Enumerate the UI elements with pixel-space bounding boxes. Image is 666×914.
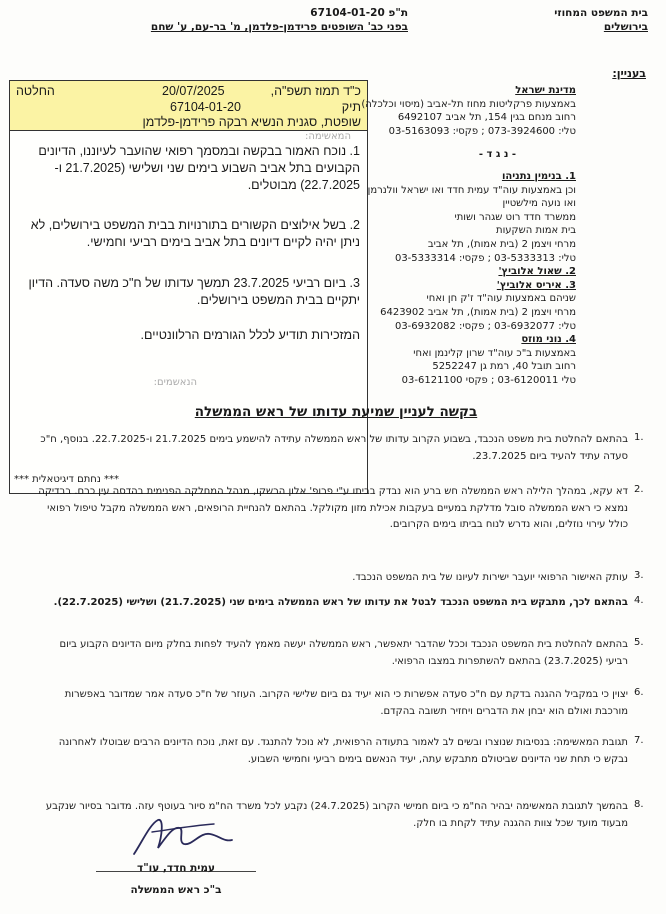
plaintiff-line: רחוב מנחם בגין 154, תל אביב 6492107 [397, 112, 576, 124]
paragraph-text: בהתאם להחלטת בית משפט הנכבד, בשבוע הקרוב עדותו של ראש הממשלה עתידה להישמע בימים 21.7.2025 ו-22.7.2025. בנוסף, ח"כ סעדה עתיד להעיד ביום 23.7.2025. [40, 434, 628, 462]
plaintiff-line: טלי: 073-3924600 ; פקסי: 03-5163093 [388, 125, 576, 137]
plaintiff-line: באמצעות פרקליטות מחוז תל-אביב (מיסוי וכלכלה) [361, 98, 576, 110]
case-number: ת"פ 67104-01-20 [310, 7, 408, 19]
paragraph-number: 5. [634, 637, 644, 648]
decision-judge: שופטת, סגנית הנשיא רבקה פרידמן-פלדמן [142, 115, 361, 129]
defendant-2-name: 2. שאול אלוביץ' [498, 266, 576, 278]
defendant-1-line: ואו נועה מילשטיין [502, 198, 576, 210]
decision-paragraph: 2. בשל אילוצים הקשורים בתורנויות בבית המשפט בירושלים, לא ניתן יהיה לקיים דיונים בתל אביב בימים רביעי וחמישי. [30, 218, 360, 249]
defendant-23-line: מרחי ויצמן 2 (בית אמות), תל אביב 6423902 [380, 306, 576, 318]
decision-paragraph: המזכירות תודיע לכלל הגורמים הרלוונטיים. [140, 328, 360, 342]
defendant-1-line: מרחי ויצמן 2 (בית אמות), תל אביב [427, 238, 576, 250]
court-name [488, 6, 648, 34]
paragraph-number: 3. [634, 570, 644, 581]
paragraph-text: דא עקא, במהלך הלילה ראש הממשלה חש ברע הוא נבדק בביתו ע"י פרופ' אלון הרשקו, מנהל המחלקה הפנימית בהדסה עין כרם. בבדיקה נמצא כי ראש הממשלה סובל מדלקת במעיים בעקבות אכילת מזון מקולקל. בהתאם להנחיית הרופאים, ראש הממשלה מקבל טיפול רפואי כולל עירוי נוזלים, והוא נדרש לנוח בביתו בימים הקרובים. [38, 486, 628, 530]
paragraph-4 [38, 595, 628, 612]
paragraph-number: 2. [634, 484, 644, 495]
defendant-4-line: טלי 03-6120011 ; פקסי 03-6121100 [401, 374, 576, 386]
paragraph-number: 7. [634, 735, 644, 746]
paragraph-6 [38, 687, 628, 720]
defendant-23-line: טלי: 03-6932077 ; פקסי: 03-6932082 [394, 320, 576, 332]
decision-faint-top: המאשימה: [304, 131, 351, 142]
court-name-line: בית המשפט המחוזי [554, 7, 648, 19]
paragraph-text: תגובת המאשימה: בנסיבות שנוצרו ובשים לב לאמור בתעודה הרפואית, לא נוכל להתנגד. עם זאת, נוכח הדיונים הרבים שבוטלו לאחרונה נבקש כי תחת שני הדיונים שביטולם מתבקש עתה, יעיד הנאשם בימים רביעי וחמישי השבוע. [58, 737, 628, 765]
request-title: בקשה לעניין שמיעת עדותו של ראש הממשלה [194, 404, 478, 420]
defendant-3-name: 3. איריס אלוביץ' [496, 279, 576, 291]
paragraph-text: בהתאם להחלטת בית המשפט הנכבד וככל שהדבר יתאפשר, ראש הממשלה יעשה מאמץ להעיד לפחות בחלק מיום הדיונים הקבוע ביום רביעי (23.7.2025) בהתאם להשתפרות במצבו הרפואי. [59, 639, 628, 667]
digital-signature-note: *** נחתם דיגיטאלית *** [14, 474, 119, 485]
paragraph-number: 1. [634, 432, 644, 443]
decision-case-label: תיק [341, 100, 361, 114]
decision-paragraph: 1. נוכח האמור בבקשה ובמסמך רפואי שהועבר לעיוננו, הדיונים הקבועים בתל אביב השבוע בימים שני ושלישי (21.7.2025 ו- 22.7.2025) מבוטלים. [38, 144, 360, 192]
defendant-4-line: רחוב תובל 40, רמת גן 5252247 [432, 361, 576, 373]
paragraph-3 [38, 570, 628, 587]
court-city: בירושלים [603, 21, 648, 33]
handwritten-signature [128, 812, 238, 866]
defendant-1-line: ממשרד חדד רוט שגהר ושותי [454, 211, 576, 223]
signature-role: ב"כ ראש הממשלה [130, 884, 222, 896]
panel-line: בפני כב' השופטים פרידמן-פלדמן, מ' בר-עם, ע' שחם [150, 21, 408, 33]
versus-label: - נ ג ד - [478, 149, 516, 161]
defendant-1-line: טלי: 03-5333313 ; פקסי: 03-5333314 [394, 252, 576, 264]
paragraph-text: בהמשך לתגובת המאשימה יבהיר הח"מ כי ביום חמישי הקרוב (24.7.2025) נקבע לכל משרד הח"מ סיור בעוטף עזה. מדובר בסיור שנקבע מבעוד מועד שכל צוות ההגנה עתיד לקחת בו חלק. [45, 801, 628, 829]
signature-name: עמית חדד, עו"ד [137, 862, 215, 874]
decision-doc-type: החלטה [16, 84, 55, 98]
paragraph-text: יצוין כי במקביל ההגנה בדקת עם ח"כ סעדה אפשרות כי הוא יעיד גם ביום שלישי הקרוב. העוזר של ח"כ סעדה אמר שמדובר באפשרות מורכבת ואולם הוא יבחן את הדברים ויחזיר תשובה בהקדם. [64, 689, 628, 717]
paragraph-7 [38, 735, 628, 768]
plaintiff-name: מדינת ישראל [515, 85, 576, 96]
decision-case-no: 67104-01-20 [170, 100, 241, 114]
paragraph-text: עותק האישור הרפואי יועבר ישירות לעיונו של בית המשפט הנכבד. [352, 572, 628, 583]
defendant-1-line: בית אמות השקעות [496, 225, 576, 237]
decision-date: 20/07/2025 [162, 84, 225, 98]
decision-paragraph: 3. ביום רביעי 23.7.2025 תמשך עדותו של ח"כ משה סעדה. הדיון יתקיים בבית המשפט בירושלים. [28, 276, 360, 307]
defendant-23-line: שניהם באמצעות עוה"ד ז'ק חן ואחי [426, 293, 576, 305]
parties-block [326, 84, 576, 387]
defendant-4-name: 4. נוני מוזס [521, 334, 576, 346]
defendant-1-line: וכן באמצעות עוה"ד עמית חדד ואו ישראל וולנרמן [367, 184, 576, 196]
decision-date-hebrew: כ"ד תמוז תשפ"ה, [270, 84, 361, 98]
defendant-4-line: באמצעות ב"כ עוה"ד שרון קלינמן ואחי [413, 347, 576, 359]
paragraph-8 [38, 799, 628, 832]
paragraph-text: בהתאם לכך, מתבקש בית המשפט הנכבד לבטל את עדותו של ראש הממשלה בימים שני (21.7.2025) ושלישי (22.7.2025). [53, 597, 628, 608]
decision-faint-bottom: הנאשמים: [153, 377, 197, 388]
matter-label: בעניין: [612, 67, 646, 80]
paragraph-5 [38, 637, 628, 670]
paragraph-number: 4. [634, 595, 644, 606]
defendant-1-name: 1. בנימין נתניהו [501, 170, 576, 182]
decision-header [10, 81, 367, 131]
paragraph-2 [38, 484, 628, 534]
paragraph-number: 6. [634, 687, 644, 698]
paragraph-1 [38, 432, 628, 465]
paragraph-number: 8. [634, 799, 644, 810]
